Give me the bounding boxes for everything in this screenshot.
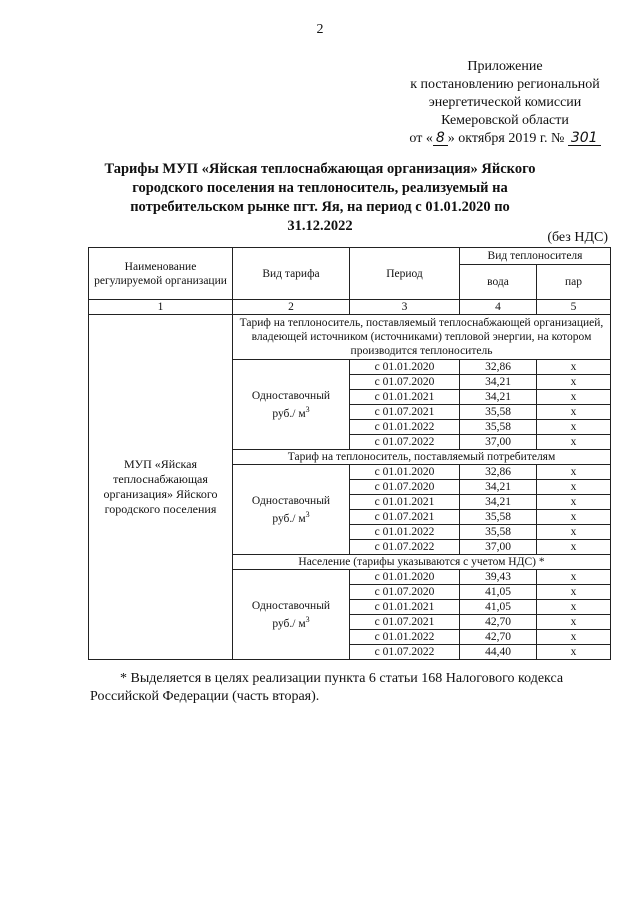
- col-number: 5: [537, 300, 611, 315]
- appendix-line: Приложение: [467, 59, 543, 74]
- unit-text: руб./ м: [272, 407, 306, 420]
- steam-cell: х: [537, 495, 611, 510]
- period-cell: с 01.07.2021: [350, 615, 460, 630]
- steam-cell: х: [537, 630, 611, 645]
- steam-cell: х: [537, 600, 611, 615]
- steam-cell: х: [537, 510, 611, 525]
- tariff-type-cell: [233, 360, 350, 450]
- steam-cell: х: [537, 435, 611, 450]
- period-cell: с 01.01.2021: [350, 600, 460, 615]
- tariff-type-cell: [233, 465, 350, 555]
- water-cell: 34,21: [460, 480, 537, 495]
- water-cell: 44,40: [460, 645, 537, 660]
- header-org: Наименование регулируемой организации: [89, 248, 233, 300]
- header-period: Период: [350, 248, 460, 300]
- tariff-unit: руб./ $м^3$: [272, 614, 310, 630]
- period-cell: с 01.01.2020: [350, 570, 460, 585]
- period-cell: с 01.01.2021: [350, 495, 460, 510]
- water-cell: 39,43: [460, 570, 537, 585]
- water-cell: 34,21: [460, 375, 537, 390]
- period-cell: с 01.07.2020: [350, 375, 460, 390]
- tariff-label: Одноставочный: [251, 389, 331, 402]
- steam-cell: х: [537, 645, 611, 660]
- appendix-line: Кемеровской области: [441, 113, 569, 128]
- organization-name: МУП «Яйская теплоснабжающая организация» Яйского городского поселения: [89, 315, 233, 660]
- period-cell: с 01.01.2022: [350, 525, 460, 540]
- period-cell: с 01.07.2021: [350, 510, 460, 525]
- steam-cell: х: [537, 480, 611, 495]
- tariff-unit: руб./ $м^3$: [272, 509, 310, 525]
- water-cell: 35,58: [460, 510, 537, 525]
- steam-cell: х: [537, 405, 611, 420]
- water-cell: 42,70: [460, 630, 537, 645]
- appendix-line: к постановлению региональной: [410, 77, 600, 92]
- title-line: потребительском рынке пгт. Яя, на период с 01.01.2020 по 31.12.2022: [130, 199, 510, 234]
- footnote-line: Российской Федерации (часть вторая).: [90, 689, 320, 704]
- col-number: 1: [89, 300, 233, 315]
- period-cell: с 01.07.2022: [350, 435, 460, 450]
- water-cell: 35,58: [460, 405, 537, 420]
- col-number: 4: [460, 300, 537, 315]
- appendix-line: энергетической комиссии: [428, 95, 582, 110]
- water-cell: 41,05: [460, 600, 537, 615]
- title-line: Тарифы МУП «Яйская теплоснабжающая организация» Яйского: [104, 161, 536, 177]
- steam-cell: х: [537, 390, 611, 405]
- header-steam: пар: [537, 265, 611, 300]
- date-prefix: от «: [409, 131, 433, 146]
- tariff-unit: руб./ $м^3$: [272, 404, 310, 420]
- unit-text: руб./ м: [272, 617, 306, 630]
- period-cell: с 01.07.2022: [350, 645, 460, 660]
- water-cell: 37,00: [460, 435, 537, 450]
- water-cell: 34,21: [460, 495, 537, 510]
- tariff-label: Одноставочный: [251, 494, 331, 507]
- steam-cell: х: [537, 570, 611, 585]
- footnote-line: * Выделяется в целях реализации пункта 6 статьи 168 Налогового кодекса: [120, 671, 564, 686]
- water-cell: 32,86: [460, 465, 537, 480]
- appendix-block: [390, 58, 620, 148]
- header-tariff-type: Вид тарифа: [233, 248, 350, 300]
- title-line: городского поселения на теплоноситель, реализуемый на: [132, 180, 508, 196]
- steam-cell: х: [537, 615, 611, 630]
- handwritten-day: 8: [433, 131, 448, 146]
- period-cell: с 01.07.2020: [350, 480, 460, 495]
- period-cell: с 01.01.2022: [350, 420, 460, 435]
- header-carrier: Вид теплоносителя: [460, 248, 611, 265]
- tariff-label: Одноставочный: [251, 599, 331, 612]
- tariff-type-cell: [233, 570, 350, 660]
- period-cell: с 01.01.2022: [350, 630, 460, 645]
- header-water: вода: [460, 265, 537, 300]
- document-title: [100, 160, 540, 236]
- period-cell: с 01.07.2022: [350, 540, 460, 555]
- steam-cell: х: [537, 360, 611, 375]
- water-cell: 41,05: [460, 585, 537, 600]
- col-number: 3: [350, 300, 460, 315]
- period-cell: с 01.01.2021: [350, 390, 460, 405]
- period-cell: с 01.01.2020: [350, 465, 460, 480]
- footnote: [90, 670, 620, 706]
- page-number: 2: [316, 22, 324, 37]
- appendix-date-line: [390, 130, 620, 148]
- steam-cell: х: [537, 420, 611, 435]
- water-cell: 42,70: [460, 615, 537, 630]
- period-cell: с 01.07.2020: [350, 585, 460, 600]
- steam-cell: х: [537, 585, 611, 600]
- section-title: Тариф на теплоноситель, поставляемый потребителям: [233, 450, 611, 465]
- steam-cell: х: [537, 375, 611, 390]
- nds-note: (без НДС): [547, 230, 608, 245]
- section-title: Тариф на теплоноситель, поставляемый теплоснабжающей организацией, владеющей источником (источниками) тепловой энергии, на котором производится теплоноситель: [233, 315, 611, 360]
- period-cell: с 01.01.2020: [350, 360, 460, 375]
- section-title: Население (тарифы указываются с учетом НДС) *: [233, 555, 611, 570]
- steam-cell: х: [537, 540, 611, 555]
- col-number: 2: [233, 300, 350, 315]
- tariff-table: [88, 247, 611, 660]
- water-cell: 35,58: [460, 525, 537, 540]
- handwritten-number: 301: [568, 131, 601, 146]
- date-middle: » октября 2019 г. №: [447, 131, 565, 146]
- water-cell: 34,21: [460, 390, 537, 405]
- water-cell: 32,86: [460, 360, 537, 375]
- unit-text: руб./ м: [272, 512, 306, 525]
- water-cell: 37,00: [460, 540, 537, 555]
- steam-cell: х: [537, 525, 611, 540]
- steam-cell: х: [537, 465, 611, 480]
- period-cell: с 01.07.2021: [350, 405, 460, 420]
- water-cell: 35,58: [460, 420, 537, 435]
